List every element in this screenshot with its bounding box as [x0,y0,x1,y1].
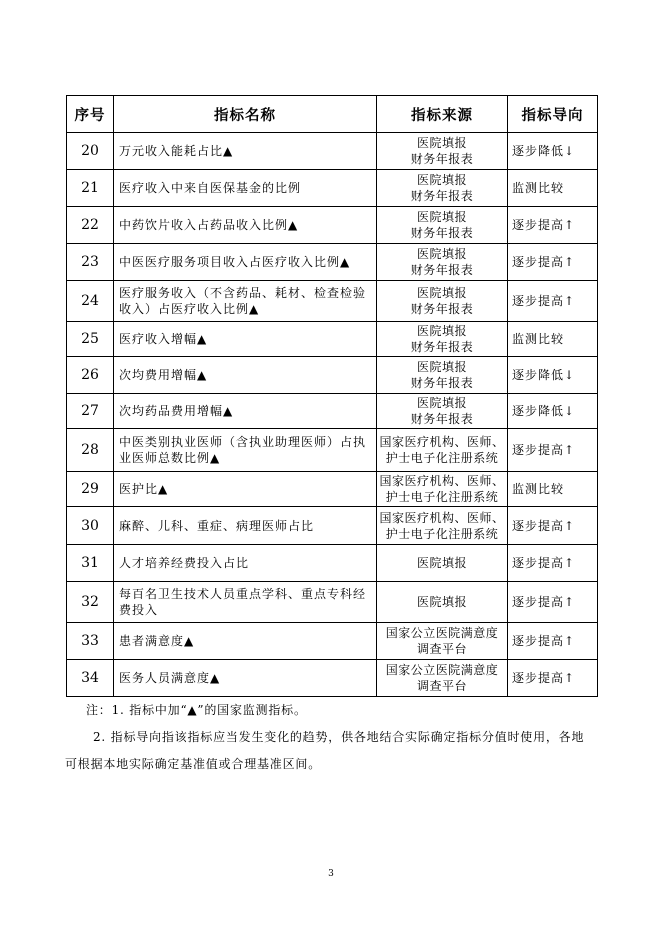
indicator-direction: 逐步提高↑ [508,244,598,281]
indicator-direction: 逐步提高↑ [508,507,598,545]
row-number: 33 [67,623,114,660]
indicator-name: 中医类别执业医师（含执业助理医师）占执业医师总数比例▲ [114,429,377,472]
indicator-direction: 逐步提高↑ [508,582,598,623]
row-number: 34 [67,660,114,697]
header-name: 指标名称 [114,96,377,133]
indicator-source: 医院填报 财务年报表 [377,281,508,322]
row-number: 30 [67,507,114,545]
indicator-source: 医院填报 财务年报表 [377,133,508,170]
indicator-direction: 监测比较 [508,322,598,357]
indicator-source: 医院填报 财务年报表 [377,170,508,207]
row-number: 24 [67,281,114,322]
indicator-source: 国家公立医院满意度 调查平台 [377,660,508,697]
table-row [67,660,598,697]
indicator-source: 医院填报 财务年报表 [377,244,508,281]
row-number: 21 [67,170,114,207]
row-number: 25 [67,322,114,357]
table-row [67,394,598,429]
note-line-1: 注：1. 指标中加“▲”的国家监测指标。 [86,703,307,717]
indicator-direction: 逐步提高↑ [508,660,598,697]
table-row [67,582,598,623]
indicator-direction: 逐步降低↓ [508,133,598,170]
indicator-source: 国家医疗机构、医师、 护士电子化注册系统 [377,507,508,545]
indicator-table [66,95,598,697]
table-row [67,133,598,170]
indicator-source: 国家医疗机构、医师、 护士电子化注册系统 [377,429,508,472]
indicator-name: 中医医疗服务项目收入占医疗收入比例▲ [114,244,377,281]
indicator-direction: 监测比较 [508,170,598,207]
indicator-source: 医院填报 财务年报表 [377,207,508,244]
header-no: 序号 [67,96,114,133]
note-line-2: 2. 指标导向指该指标应当发生变化的趋势，供各地结合实际确定指标分值时使用，各地可根据本地实际确定基准值或合理基准区间。 [65,730,585,771]
indicator-direction: 逐步提高↑ [508,207,598,244]
indicator-name: 医务人员满意度▲ [114,660,377,697]
notes [65,697,586,778]
table-row [67,472,598,507]
row-number: 31 [67,545,114,582]
indicator-name: 次均费用增幅▲ [114,357,377,394]
indicator-name: 万元收入能耗占比▲ [114,133,377,170]
table-row [67,322,598,357]
row-number: 23 [67,244,114,281]
indicator-direction: 监测比较 [508,472,598,507]
indicator-name: 中药饮片收入占药品收入比例▲ [114,207,377,244]
indicator-direction: 逐步提高↑ [508,429,598,472]
indicator-name: 麻醉、儿科、重症、病理医师占比 [114,507,377,545]
indicator-direction: 逐步降低↓ [508,394,598,429]
page-number: 3 [328,869,334,879]
header-direction: 指标导向 [508,96,598,133]
indicator-name: 医疗收入增幅▲ [114,322,377,357]
indicator-name: 医疗服务收入（不含药品、耗材、检查检验收入）占医疗收入比例▲ [114,281,377,322]
table-body [67,133,598,697]
table-row [67,357,598,394]
indicator-source: 医院填报 [377,582,508,623]
indicator-direction: 逐步提高↑ [508,623,598,660]
table-row [67,281,598,322]
indicator-source: 国家公立医院满意度 调查平台 [377,623,508,660]
header-source: 指标来源 [377,96,508,133]
row-number: 29 [67,472,114,507]
row-number: 22 [67,207,114,244]
indicator-source: 医院填报 财务年报表 [377,357,508,394]
row-number: 26 [67,357,114,394]
indicator-name: 每百名卫生技术人员重点学科、重点专科经费投入 [114,582,377,623]
table-row [67,545,598,582]
indicator-direction: 逐步降低↓ [508,357,598,394]
indicator-source: 国家医疗机构、医师、 护士电子化注册系统 [377,472,508,507]
indicator-direction: 逐步提高↑ [508,545,598,582]
indicator-source: 医院填报 [377,545,508,582]
row-number: 20 [67,133,114,170]
table-row [67,623,598,660]
row-number: 27 [67,394,114,429]
row-number: 28 [67,429,114,472]
indicator-name: 患者满意度▲ [114,623,377,660]
indicator-name: 人才培养经费投入占比 [114,545,377,582]
table-row [67,244,598,281]
table-row [67,207,598,244]
table-row [67,170,598,207]
indicator-name: 医护比▲ [114,472,377,507]
indicator-name: 次均药品费用增幅▲ [114,394,377,429]
table-row [67,507,598,545]
indicator-direction: 逐步提高↑ [508,281,598,322]
table-row [67,429,598,472]
row-number: 32 [67,582,114,623]
indicator-name: 医疗收入中来自医保基金的比例 [114,170,377,207]
indicator-source: 医院填报 财务年报表 [377,394,508,429]
table-header-row [67,96,598,133]
indicator-source: 医院填报 财务年报表 [377,322,508,357]
